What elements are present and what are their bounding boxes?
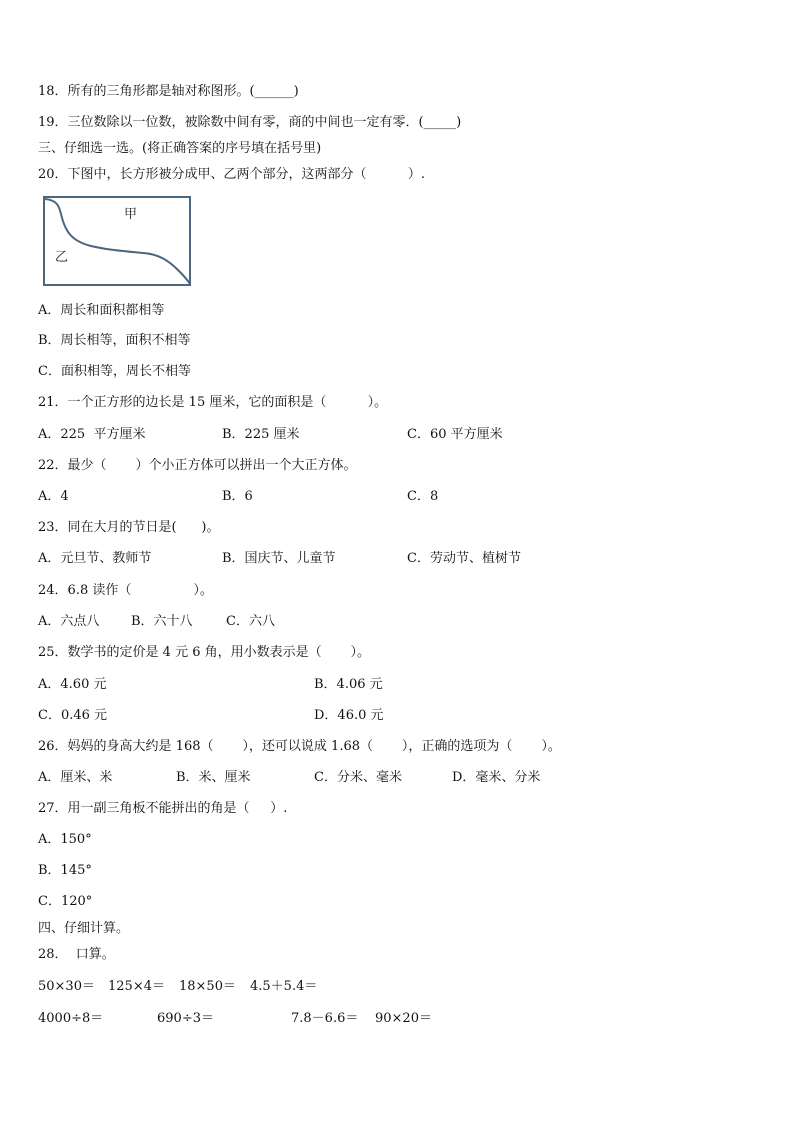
calc-item: 4.5＋5.4＝: [250, 979, 318, 994]
q26-option-c: C．分米、毫米: [314, 770, 402, 785]
calc-item: 4000÷8＝: [38, 1011, 104, 1026]
question-18: 18．所有的三角形都是轴对称图形。(______): [38, 84, 299, 99]
q25-option-d: D．46.0 元: [314, 708, 384, 723]
rectangle-figure: [43, 196, 191, 286]
section-3-heading: 三、仔细选一选。(将正确答案的序号填在括号里): [38, 141, 322, 156]
q22-option-a: A．4: [38, 489, 69, 504]
q24-option-b: B．六十八: [131, 614, 193, 629]
q24-option-c: C．六八: [226, 614, 275, 629]
question-20: 20．下图中，长方形被分成甲、乙两个部分，这两部分（ ）.: [38, 167, 425, 182]
rectangle-divided-diagram: [43, 196, 191, 286]
q25-option-b: B．4.06 元: [314, 677, 383, 692]
dividing-curve: [45, 199, 190, 284]
q21-option-c: C．60 平方厘米: [407, 427, 503, 442]
q21-option-b: B．225 厘米: [222, 427, 300, 442]
q25-option-a: A．4.60 元: [38, 677, 107, 692]
rectangle-outline: [44, 197, 190, 285]
q20-option-b: B．周长相等，面积不相等: [38, 333, 191, 348]
q27-option-a: A．150°: [38, 832, 92, 847]
q27-option-b: B．145°: [38, 863, 92, 878]
calc-item: 690÷3＝: [157, 1011, 214, 1026]
q21-option-a: A．225 平方厘米: [38, 427, 146, 442]
question-24: 24．6.8 读作（ ）。: [38, 583, 213, 598]
q27-option-c: C．120°: [38, 894, 93, 909]
question-19: 19．三位数除以一位数，被除数中间有零，商的中间也一定有零．(_____): [38, 115, 462, 130]
q26-option-b: B．米、厘米: [176, 770, 251, 785]
q23-option-b: B．国庆节、儿童节: [222, 551, 336, 566]
question-22: 22．最少（ ）个小正方体可以拼出一个大正方体。: [38, 458, 357, 473]
question-23: 23．同在大月的节日是( )。: [38, 520, 220, 535]
question-25: 25．数学书的定价是 4 元 6 角，用小数表示是（ ）。: [38, 645, 371, 660]
q22-option-b: B．6: [222, 489, 253, 504]
calc-item: 90×20＝: [375, 1011, 432, 1026]
q20-option-c: C．面积相等，周长不相等: [38, 364, 191, 379]
label-yi: 乙: [55, 250, 69, 265]
q23-option-a: A．元旦节、教师节: [38, 551, 152, 566]
q26-option-a: A．厘米、米: [38, 770, 113, 785]
question-21: 21．一个正方形的边长是 15 厘米，它的面积是（ ）。: [38, 395, 388, 410]
calc-item: 7.8－6.6＝: [291, 1011, 359, 1026]
label-jia: 甲: [124, 207, 138, 222]
q24-option-a: A．六点八: [38, 614, 100, 629]
section-4-heading: 四、仔细计算。: [38, 921, 130, 936]
q25-option-c: C．0.46 元: [38, 708, 108, 723]
calc-item: 50×30＝: [38, 979, 95, 994]
q23-option-c: C．劳动节、植树节: [407, 551, 521, 566]
question-27: 27．用一副三角板不能拼出的角是（ ）.: [38, 801, 288, 816]
calc-item: 18×50＝: [179, 979, 236, 994]
question-28: 28． 口算。: [38, 947, 115, 962]
q22-option-c: C．8: [407, 489, 439, 504]
q20-option-a: A．周长和面积都相等: [38, 303, 165, 318]
q26-option-d: D．毫米、分米: [452, 770, 541, 785]
question-26: 26．妈妈的身高大约是 168（ ），还可以说成 1.68（ ），正确的选项为（ ）。: [38, 739, 561, 754]
calc-item: 125×4＝: [108, 979, 165, 994]
